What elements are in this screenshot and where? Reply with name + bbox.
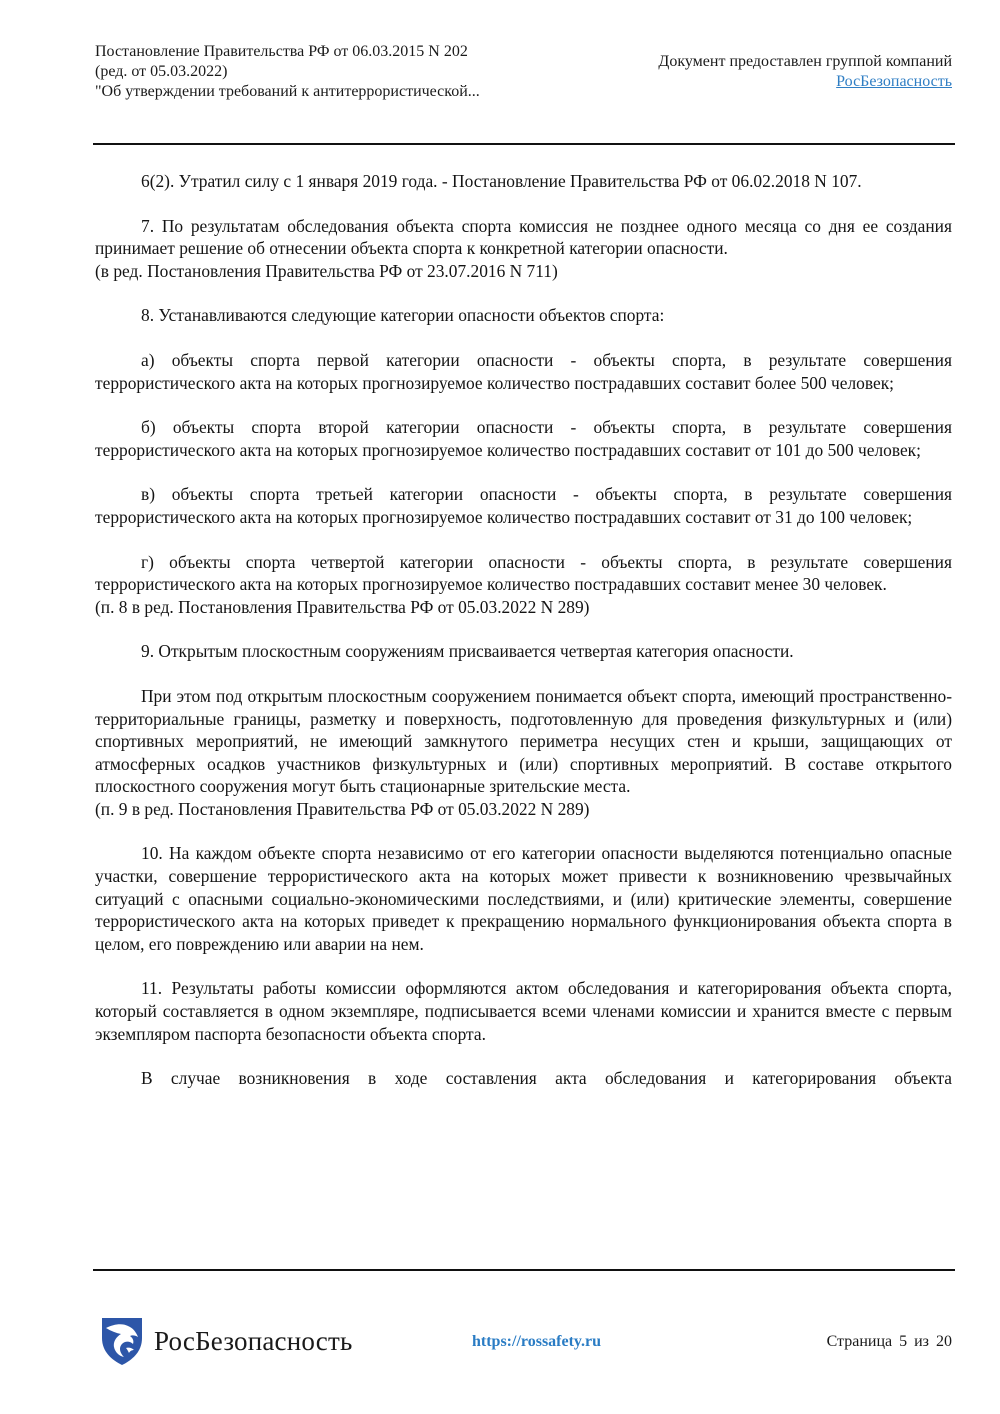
header-title-line-2: (ред. от 05.03.2022) (95, 63, 228, 80)
edition-note: (п. 9 в ред. Постановления Правительства РФ от 05.03.2022 N 289) (95, 798, 590, 819)
footer-brand-logo (100, 1316, 352, 1366)
footer-website-link[interactable]: https://rossafety.ru (472, 1333, 602, 1350)
paragraph-8-g: г) объекты спорта четвертой категории опасности - объекты спорта, в результате совершения террористического акта на которых прогнозируемое количество пострадавших составит менее 30 человек. (п. 8 в ред. Постановления Правительства РФ от 05.03.2022 N 289) (95, 551, 952, 617)
header-title-line-1: Постановление Правительства РФ от 06.03.2015 N 202 (95, 43, 468, 60)
paragraph-6-2: 6(2). Утратил силу с 1 января 2019 года. - Постановление Правительства РФ от 06.02.2018 N 107. (141, 171, 862, 191)
paragraph-8-b: б) объекты спорта второй категории опасности - объекты спорта, в результате совершения террористического акта на которых прогнозируемое количество пострадавших составит от 101 до 500 человек; (95, 417, 952, 460)
paragraph-8: 8. Устанавливаются следующие категории опасности объектов спорта: (141, 305, 665, 326)
paragraph-8-a: а) объекты спорта первой категории опасности - объекты спорта, в результате совершения террористического акта на которых прогнозируемое количество пострадавших составит более 500 человек; (95, 349, 952, 393)
paragraph-10: 10. На каждом объекте спорта независимо от его категории опасности выделяются потенциально опасные участки, совершение террористического акта на которых может привести к возникновению чрезвычайных ситуаций с опасными социально-экономическими последствиями, и (или) критические элементы, совершение террористического акта на которых приведет к прекращению нормального функционирования объекта спорта в целом, его повреждению или аварии на нем. (95, 843, 952, 954)
paragraph-7: 7. По результатам обследования объекта спорта комиссия не позднее одного месяца со дня ее создания принимает решение об отнесении объекта спорта к конкретной категории опасности. (в ред. Постановления Правительства РФ от 23.07.2016 N 711) (95, 215, 952, 281)
edition-note: (п. 8 в ред. Постановления Правительства РФ от 05.03.2022 N 289) (95, 596, 590, 617)
paragraph-8-v: в) объекты спорта третьей категории опасности - объекты спорта, в результате совершения террористического акта на которых прогнозируемое количество пострадавших составит от 31 до 100 человек; (95, 484, 952, 527)
paragraph-11-continuation: В случае возникновения в ходе составления акта обследования и категорирования объекта (141, 1068, 952, 1089)
paragraph-9-definition: При этом под открытым плоскостным сооружением понимается объект спорта, имеющий пространственно-территориальные границы, разметку и поверхность, подготовленную для проведения физкультурных и (или) спортивных мероприятий, не имеющий замкнутого периметра несущих стен и крыши, защищающих от атмосферных осадков участников физкультурных и (или) спортивных мероприятий. В составе открытого плоскостного сооружения могут быть стационарные зрительские места. (п. 9 в ред. Постановления Правительства РФ от 05.03.2022 N 289) (95, 685, 952, 819)
eagle-shield-icon (100, 1316, 144, 1366)
document-provider-note (658, 52, 952, 92)
header-divider (93, 143, 955, 145)
footer-brand-name: РосБезопасность (154, 1325, 353, 1356)
paragraph-11: 11. Результаты работы комиссии оформляются актом обследования и категорирования объекта спорта, который составляется в одном экземпляре, подписывается всеми членами комиссии и хранится вместе с первым экземпляром паспорта безопасности объекта спорта. (95, 978, 952, 1044)
edition-note: (в ред. Постановления Правительства РФ от 23.07.2016 N 711) (95, 260, 558, 281)
provider-link[interactable]: РосБезопасность (836, 73, 952, 90)
document-header-title (95, 42, 480, 102)
footer-divider (93, 1269, 955, 1271)
header-title-line-3: "Об утверждении требований к антитеррористической... (95, 83, 480, 100)
document-body (95, 170, 952, 1112)
provider-text: Документ предоставлен группой компаний (658, 53, 952, 70)
paragraph-9: 9. Открытым плоскостным сооружениям присваивается четвертая категория опасности. (141, 641, 794, 662)
page-number: Страница 5 из 20 (826, 1333, 952, 1350)
